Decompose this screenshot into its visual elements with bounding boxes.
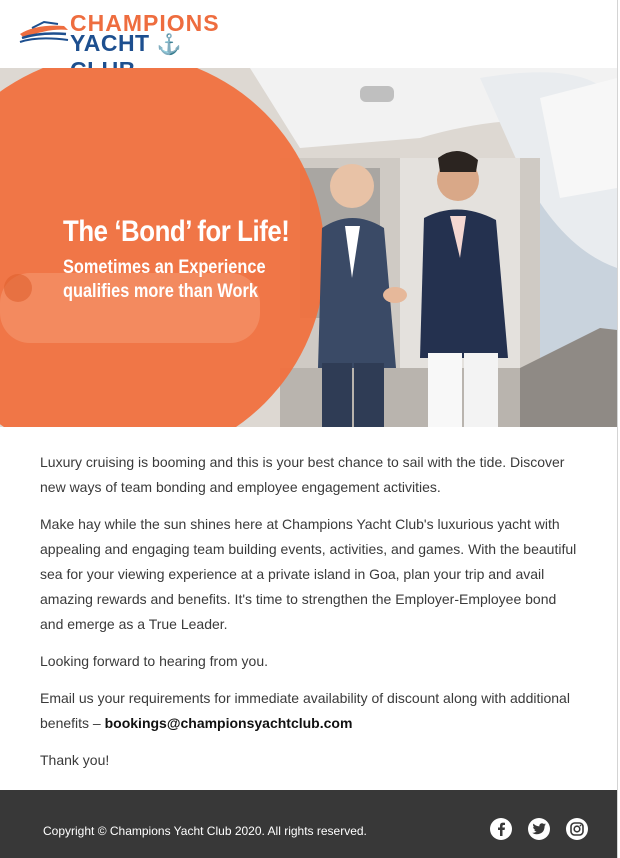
- hero-title: The ‘Bond’ for Life!: [63, 215, 290, 248]
- brand-line1: CHAMPIONS: [70, 10, 220, 36]
- header: [0, 0, 617, 68]
- hero-subtitle: [63, 256, 287, 304]
- facebook-icon[interactable]: [490, 818, 512, 840]
- anchor-icon: ⚓: [156, 34, 182, 56]
- yacht-logo-icon: [18, 16, 70, 48]
- paragraph-intro: Luxury cruising is booming and this is your best chance to sail with the tide. Discover new ways of team bonding and employee engagement activities.: [40, 454, 565, 495]
- hero-subtitle-line1: Sometimes an Experience: [63, 257, 266, 278]
- brand-yacht: YACHT: [70, 30, 150, 56]
- paragraph-contact: [40, 686, 580, 736]
- paragraph-thanks: Thank you!: [40, 752, 110, 768]
- instagram-icon[interactable]: [566, 818, 588, 840]
- brand-logo[interactable]: [18, 10, 218, 58]
- hero-banner: [0, 68, 617, 427]
- copyright-text: Copyright © Champions Yacht Club 2020. All rights reserved.: [43, 824, 367, 838]
- hero-subtitle-line2: qualifies more than Work: [63, 281, 258, 302]
- contact-text: Email us your requirements for immediate availability of discount along with additional benefits –: [40, 690, 570, 731]
- paragraph-details: Make hay while the sun shines here at Champions Yacht Club's luxurious yacht with appealing and engaging team building events, activities, and games. With the beautiful sea for your viewing experience at a private island in Goa, plan your trip and avail amazing rewards and benefits. It's time to strengthen the Employer-Employee bond and emerge as a True Leader.: [40, 516, 577, 632]
- paragraph-closing: Looking forward to hearing from you.: [40, 653, 269, 669]
- email-body: [40, 450, 580, 785]
- twitter-icon[interactable]: [528, 818, 550, 840]
- footer: [0, 790, 617, 858]
- email-link[interactable]: bookings@championsyachtclub.com: [104, 715, 353, 731]
